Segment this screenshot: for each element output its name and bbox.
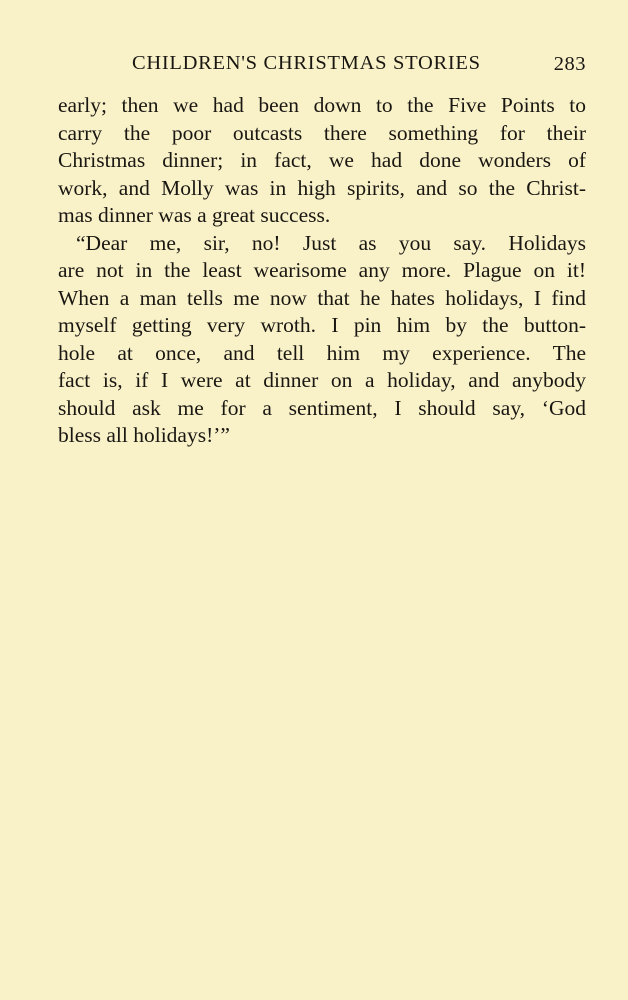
text-line: work, and Molly was in high spirits, and so the Christ- <box>58 175 586 200</box>
text-line: myself getting very wroth. I pin him by the button- <box>58 313 586 337</box>
text-line: Christmas dinner; in fact, we had done wonders of <box>58 148 586 172</box>
text-line: early; then we had been down to the Five Points to <box>58 93 586 117</box>
text-line: are not in the least wearisome any more. Plague on it! <box>58 258 586 282</box>
text-line: mas dinner was a great success. <box>58 203 331 227</box>
text-line: “Dear me, sir, no! Just as you say. Holidays <box>76 230 586 255</box>
text-line: should ask me for a sentiment, I should say, ‘God <box>58 395 586 420</box>
text-line: When a man tells me now that he hates holidays, I find <box>58 285 586 310</box>
text-line: bless all holidays!’” <box>58 423 230 447</box>
running-title: CHILDREN'S CHRISTMAS STORIES <box>132 52 481 74</box>
text-line: fact is, if I were at dinner on a holiday, and anybody <box>58 368 586 392</box>
text-line: carry the poor outcasts there something for their <box>58 120 586 145</box>
page-number: 283 <box>553 53 586 75</box>
page-header <box>58 52 586 86</box>
body-text <box>58 92 586 450</box>
text-line: hole at once, and tell him my experience. The <box>58 340 586 365</box>
